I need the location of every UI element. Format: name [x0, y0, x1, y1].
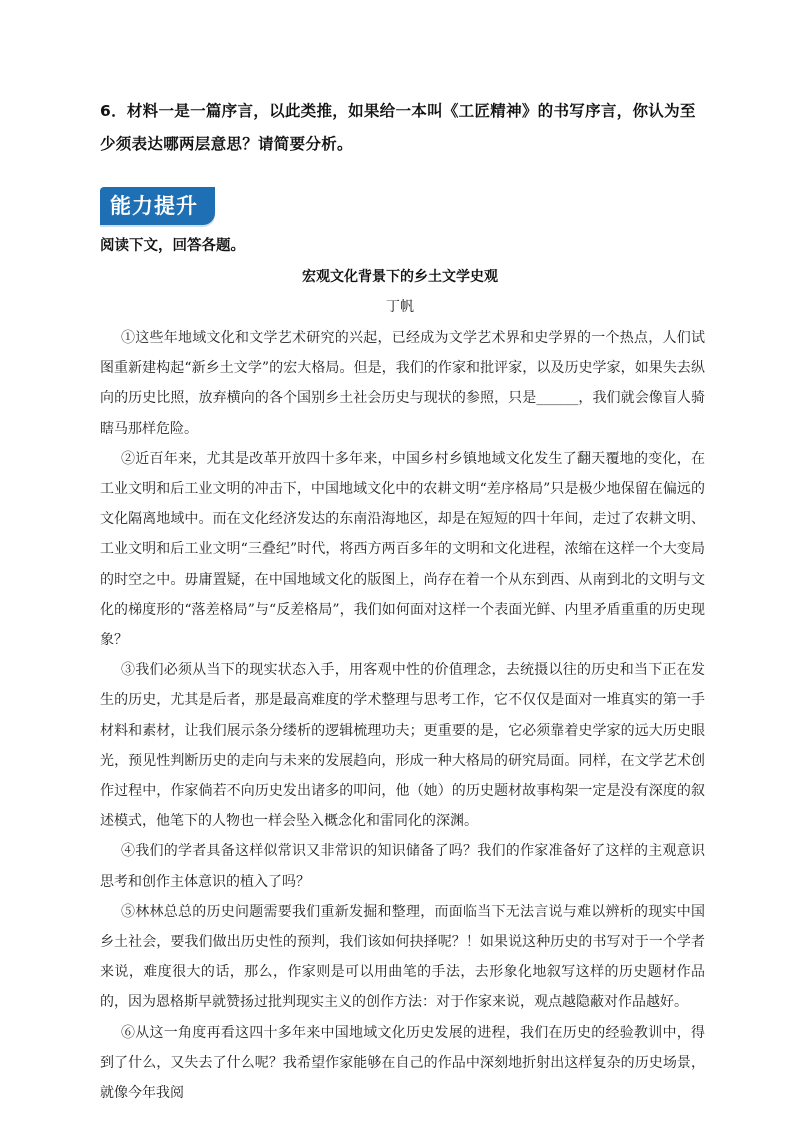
section-banner-label: 能力提升	[110, 194, 198, 218]
paragraph-3: ③我们必须从当下的现实状态入手，用客观中性的价值理念，去统摄以往的历史和当下正在发生的历史，尤其是后者，那是最高难度的学术整理与思考工作，它不仅仅是面对一堆真实的第一手材料和素材，让我们展示条分缕析的逻辑梳理功夫；更重要的是，它必须靠着史学家的远大历史眼光，预见性判断历史的走向与未来的发展趋向，形成一种大格局的研究局面。同样，在文学艺术创作过程中，作家倘若不向历史发出诸多的叩问，他（她）的历史题材故事构架一定是没有深度的叙述模式，他笔下的人物也一样会坠入概念化和雷同化的深渊。	[100, 662, 705, 830]
paragraph-5: ⑤林林总总的历史问题需要我们重新发掘和整理，而面临当下无法言说与难以辨析的现实中国乡土社会，要我们做出历史性的预判，我们该如何抉择呢？！如果说这种历史的书写对于一个学者来说，难度很大的话，那么，作家则是可以用曲笔的手法，去形象化地叙写这样的历史题材作品的，因为恩格斯早就赞扬过批判现实主义的创作方法：对于作家来说，观点越隐蔽对作品越好。	[100, 903, 705, 1011]
section-banner	[100, 187, 215, 225]
paragraph-4: ④我们的学者具备这样似常识又非常识的知识储备了吗？我们的作家准备好了这样的主观意识思考和创作主体意识的植入了吗？	[100, 843, 705, 890]
paragraph-2: ②近百年来，尤其是改革开放四十多年来，中国乡村乡镇地域文化发生了翻天覆地的变化，在工业文明和后工业文明的冲击下，中国地域文化中的农耕文明“差序格局”只是极少地保留在偏远的文化隔离地域中。而在文化经济发达的东南沿海地区，却是在短短的四十年间，走过了农耕文明、工业文明和后工业文明“三叠纪”时代，将西方两百多年的文明和文化进程，浓缩在这样一个大变局的时空之中。毋庸置疑，在中国地域文化的版图上，尚存在着一个从东到西、从南到北的文明与文化的梯度形的“落差格局”与“反差格局”，我们如何面对这样一个表面光鲜、内里矛盾重重的历史现象？	[100, 450, 705, 649]
reading-instruction: 阅读下文，回答各题。	[100, 238, 245, 254]
article-body	[100, 323, 705, 1108]
article-author: 丁帆	[386, 299, 414, 315]
article-title: 宏观文化背景下的乡土文学史观	[302, 269, 498, 285]
paragraph-6: ⑥从这一角度再看这四十多年来中国地域文化历史发展的进程，我们在历史的经验教训中，得到了什么，又失去了什么呢？我希望作家能够在自己的作品中深刻地折射出这样复杂的历史场景，就像今年我阅	[100, 1024, 705, 1102]
question-6: 6．材料一是一篇序言，以此类推，如果给一本叫《工匠精神》的书写序言，你认为至少须表达哪两层意思？请简要分析。	[100, 102, 696, 153]
paragraph-1: ①这些年地域文化和文学艺术研究的兴起，已经成为文学艺术界和史学界的一个热点，人们试图重新建构起“新乡土文学”的宏大格局。但是，我们的作家和批评家，以及历史学家，如果失去纵向的历史比照，放弃横向的各个国别乡土社会历史与现状的参照，只是______，我们就会像盲人骑瞎马那样危险。	[100, 330, 705, 437]
